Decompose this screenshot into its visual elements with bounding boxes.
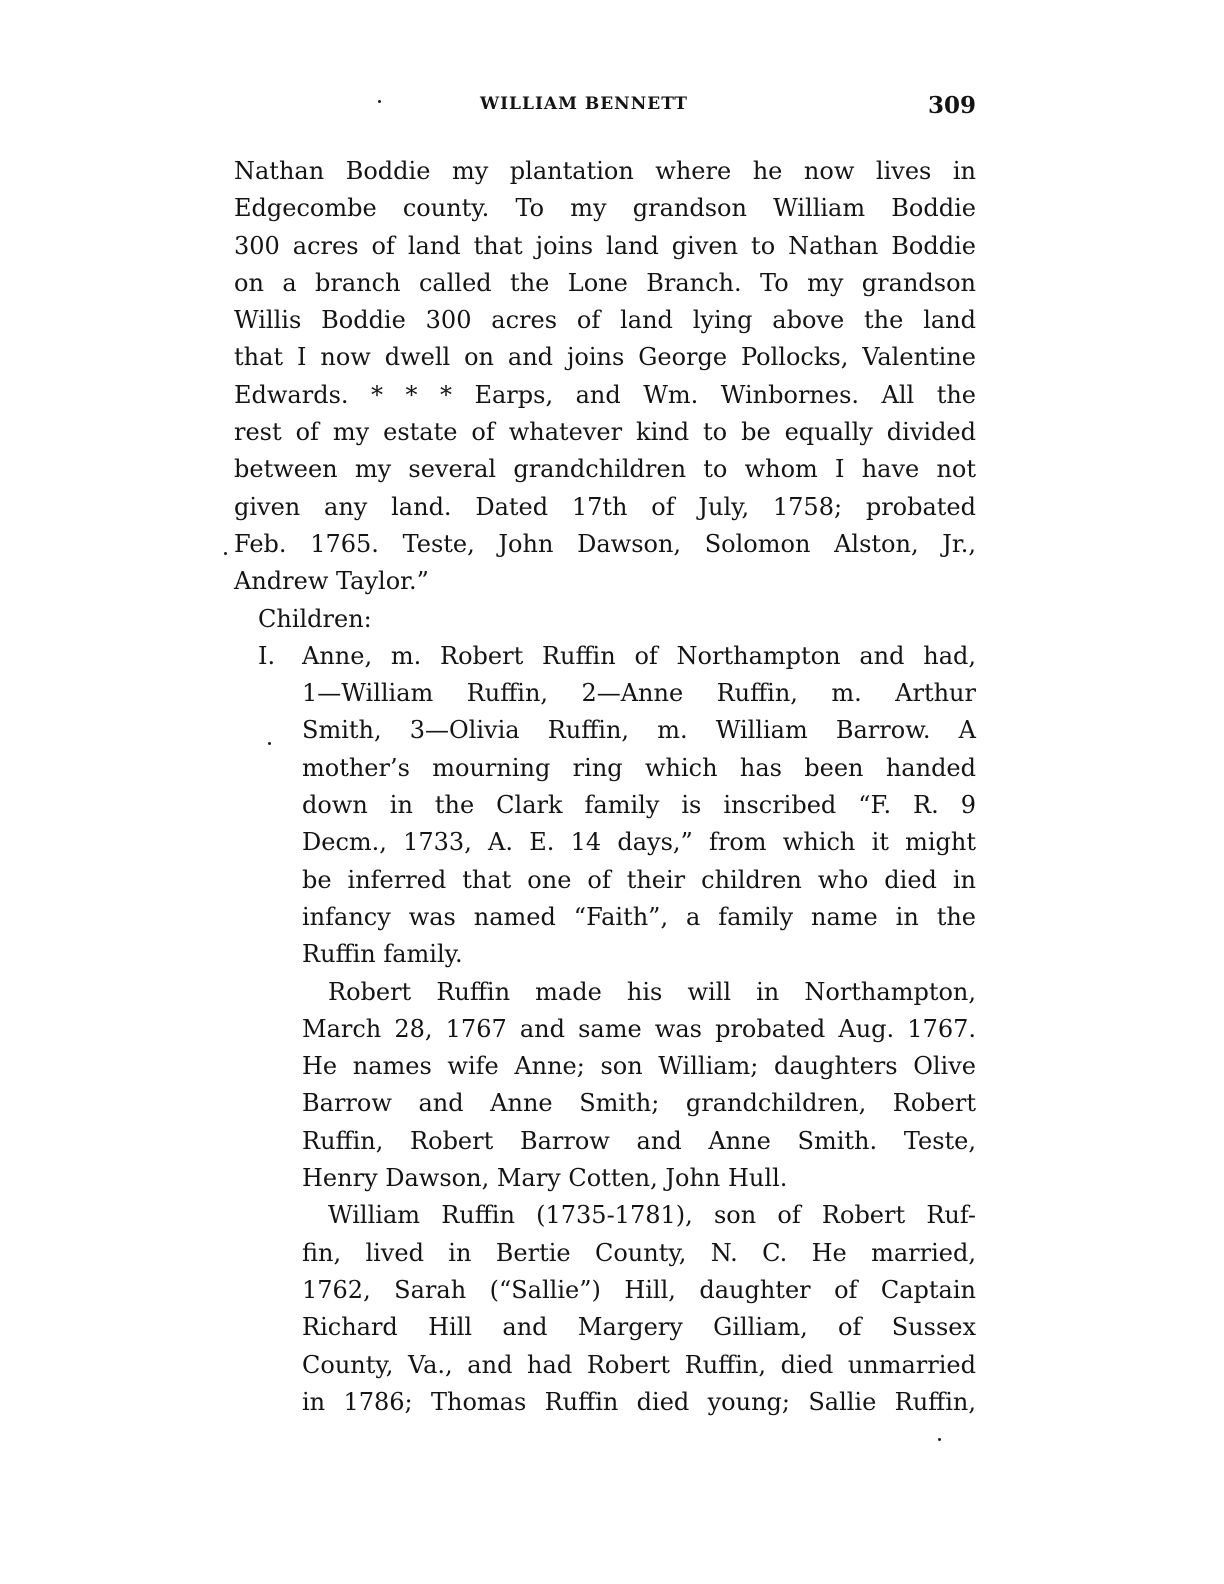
running-head-title: WILLIAM BENNETT	[480, 94, 688, 114]
list-item-first-line	[234, 638, 976, 675]
text-line: Richard Hill and Margery Gilliam, of Sussex	[302, 1313, 976, 1342]
running-head	[0, 92, 1224, 122]
text-line: County, Va., and had Robert Ruffin, died unmarried	[302, 1350, 976, 1379]
text-line: infancy was named “Faith”, a family name in the	[302, 902, 976, 931]
text-line: Robert Ruffin made his will in Northampton,	[328, 977, 976, 1006]
text-line: on a branch called the Lone Branch. To my grandson	[234, 268, 976, 297]
will-paragraph	[234, 153, 976, 601]
text-line: March 28, 1767 and same was probated Aug. 1767.	[302, 1014, 976, 1043]
item-numeral: I.	[258, 641, 276, 670]
text-line: rest of my estate of whatever kind to be equally divided	[234, 418, 976, 447]
page-number: 309	[928, 92, 977, 119]
text-line: given any land. Dated 17th of July, 1758; probated	[234, 492, 976, 521]
text-line: 1762, Sarah (“Sallie”) Hill, daughter of Captain	[302, 1275, 976, 1304]
text-line: William Ruffin (1735-1781), son of Robert Ruf-	[328, 1201, 976, 1230]
robert-ruffin-paragraph	[234, 974, 976, 1198]
text-line: Smith, 3—Olivia Ruffin, m. William Barrow. A	[302, 716, 976, 745]
text-line: Ruffin family.	[302, 940, 463, 969]
text-line: Henry Dawson, Mary Cotten, John Hull.	[302, 1164, 788, 1193]
text-line: that I now dwell on and joins George Pollocks, Valentine	[234, 343, 976, 372]
william-ruffin-paragraph	[234, 1197, 976, 1421]
scan-speck	[938, 1438, 941, 1441]
scan-speck	[224, 552, 227, 555]
text-line: 300 acres of land that joins land given to Nathan Boddie	[234, 231, 976, 260]
text-line: Barrow and Anne Smith; grandchildren, Robert	[302, 1089, 976, 1118]
text-line: Andrew Taylor.”	[234, 567, 429, 596]
child-item-1	[234, 638, 976, 974]
text-line: 1—William Ruffin, 2—Anne Ruffin, m. Arthur	[302, 679, 976, 708]
text-line: in 1786; Thomas Ruffin died young; Sallie Ruffin,	[302, 1387, 976, 1416]
text-line: down in the Clark family is inscribed “F. R. 9	[302, 791, 976, 820]
text-line: Willis Boddie 300 acres of land lying above the land	[234, 306, 976, 335]
scan-speck	[268, 742, 271, 745]
text-line: Edwards. * * * Earps, and Wm. Winbornes. All the	[234, 380, 976, 409]
text-line: mother’s mourning ring which has been handed	[302, 753, 976, 782]
text-line: be inferred that one of their children who died in	[302, 865, 976, 894]
text-line: Feb. 1765. Teste, John Dawson, Solomon Alston, Jr.,	[234, 529, 976, 558]
text-line: between my several grandchildren to whom I have not	[234, 455, 976, 484]
text-line: Nathan Boddie my plantation where he now lives in	[234, 157, 976, 185]
children-heading: Children:	[258, 604, 372, 633]
text-line: Anne, m. Robert Ruffin of Northampton and had,	[302, 641, 976, 670]
scan-speck	[378, 100, 381, 103]
text-line: Ruffin, Robert Barrow and Anne Smith. Teste,	[302, 1126, 976, 1155]
text-line: He names wife Anne; son William; daughters Olive	[302, 1052, 976, 1081]
text-line: Decm., 1733, A. E. 14 days,” from which it might	[302, 828, 976, 857]
text-line: Edgecombe county. To my grandson William Boddie	[234, 194, 976, 223]
page-body	[234, 153, 976, 1421]
text-line: fin, lived in Bertie County, N. C. He married,	[302, 1238, 976, 1267]
